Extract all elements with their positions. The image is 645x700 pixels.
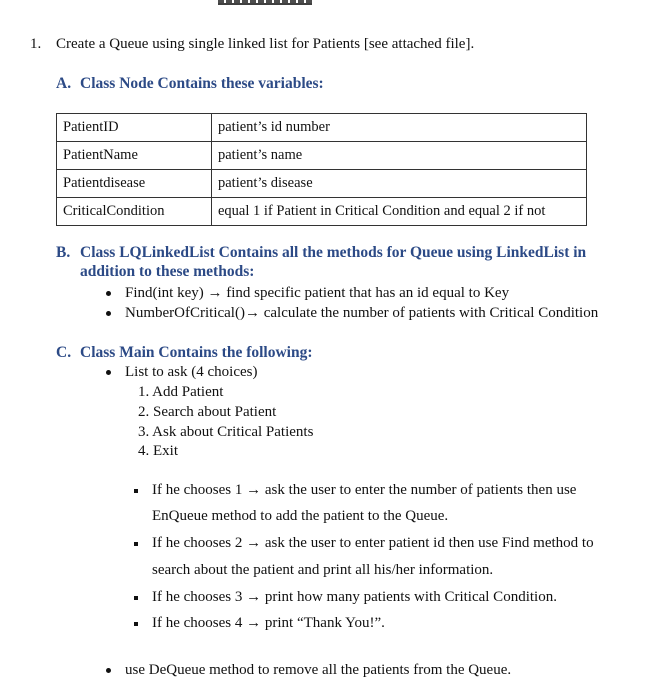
rule-item: If he chooses 1 → ask the user to enter the number of patients then use	[134, 482, 576, 499]
table-row	[57, 114, 587, 142]
section-b-label: B.	[56, 244, 71, 261]
section-a-label: A.	[56, 75, 72, 92]
cell: PatientName	[57, 142, 212, 170]
cell: patient’s id number	[212, 114, 587, 142]
section-c-label: C.	[56, 344, 72, 361]
section-b-title: Class LQLinkedList Contains all the methods for Queue using LinkedList in	[80, 244, 587, 261]
question-text: Create a Queue using single linked list for Patients [see attached file].	[56, 36, 475, 52]
cell: CriticalCondition	[57, 198, 212, 226]
cell: patient’s disease	[212, 170, 587, 198]
list-item: List to ask (4 choices)	[106, 364, 257, 381]
list-item: Find(int key) → find specific patient that has an id equal to Key	[106, 285, 509, 302]
rule-item: If he chooses 3 → print how many patients with Critical Condition.	[134, 589, 557, 606]
table-row	[57, 198, 587, 226]
choice-item: 3. Ask about Critical Patients	[138, 424, 314, 440]
section-a-title: Class Node Contains these variables:	[80, 75, 324, 92]
cell: patient’s name	[212, 142, 587, 170]
list-item: use DeQueue method to remove all the patients from the Queue.	[106, 662, 511, 679]
cropped-title	[218, 0, 312, 5]
table-row	[57, 142, 587, 170]
choice-item: 2. Search about Patient	[138, 404, 277, 420]
rule-item: If he chooses 4 → print “Thank You!”.	[134, 615, 385, 632]
cell: Patientdisease	[57, 170, 212, 198]
choice-item: 1. Add Patient	[138, 384, 224, 400]
section-b-title-cont: addition to these methods:	[80, 263, 255, 280]
question-number: 1.	[30, 36, 42, 52]
cell: equal 1 if Patient in Critical Condition and equal 2 if not	[212, 198, 587, 226]
choice-item: 4. Exit	[138, 443, 178, 459]
section-c-title: Class Main Contains the following:	[80, 344, 313, 361]
rule-item: If he chooses 2 → ask the user to enter patient id then use Find method to	[134, 535, 594, 552]
cell: PatientID	[57, 114, 212, 142]
rule-item-cont: search about the patient and print all his/her information.	[152, 562, 494, 578]
node-variables-table	[56, 113, 587, 226]
table-row	[57, 170, 587, 198]
list-item: NumberOfCritical()→ calculate the number of patients with Critical Condition	[106, 305, 598, 322]
rule-item-cont: EnQueue method to add the patient to the Queue.	[152, 508, 449, 524]
